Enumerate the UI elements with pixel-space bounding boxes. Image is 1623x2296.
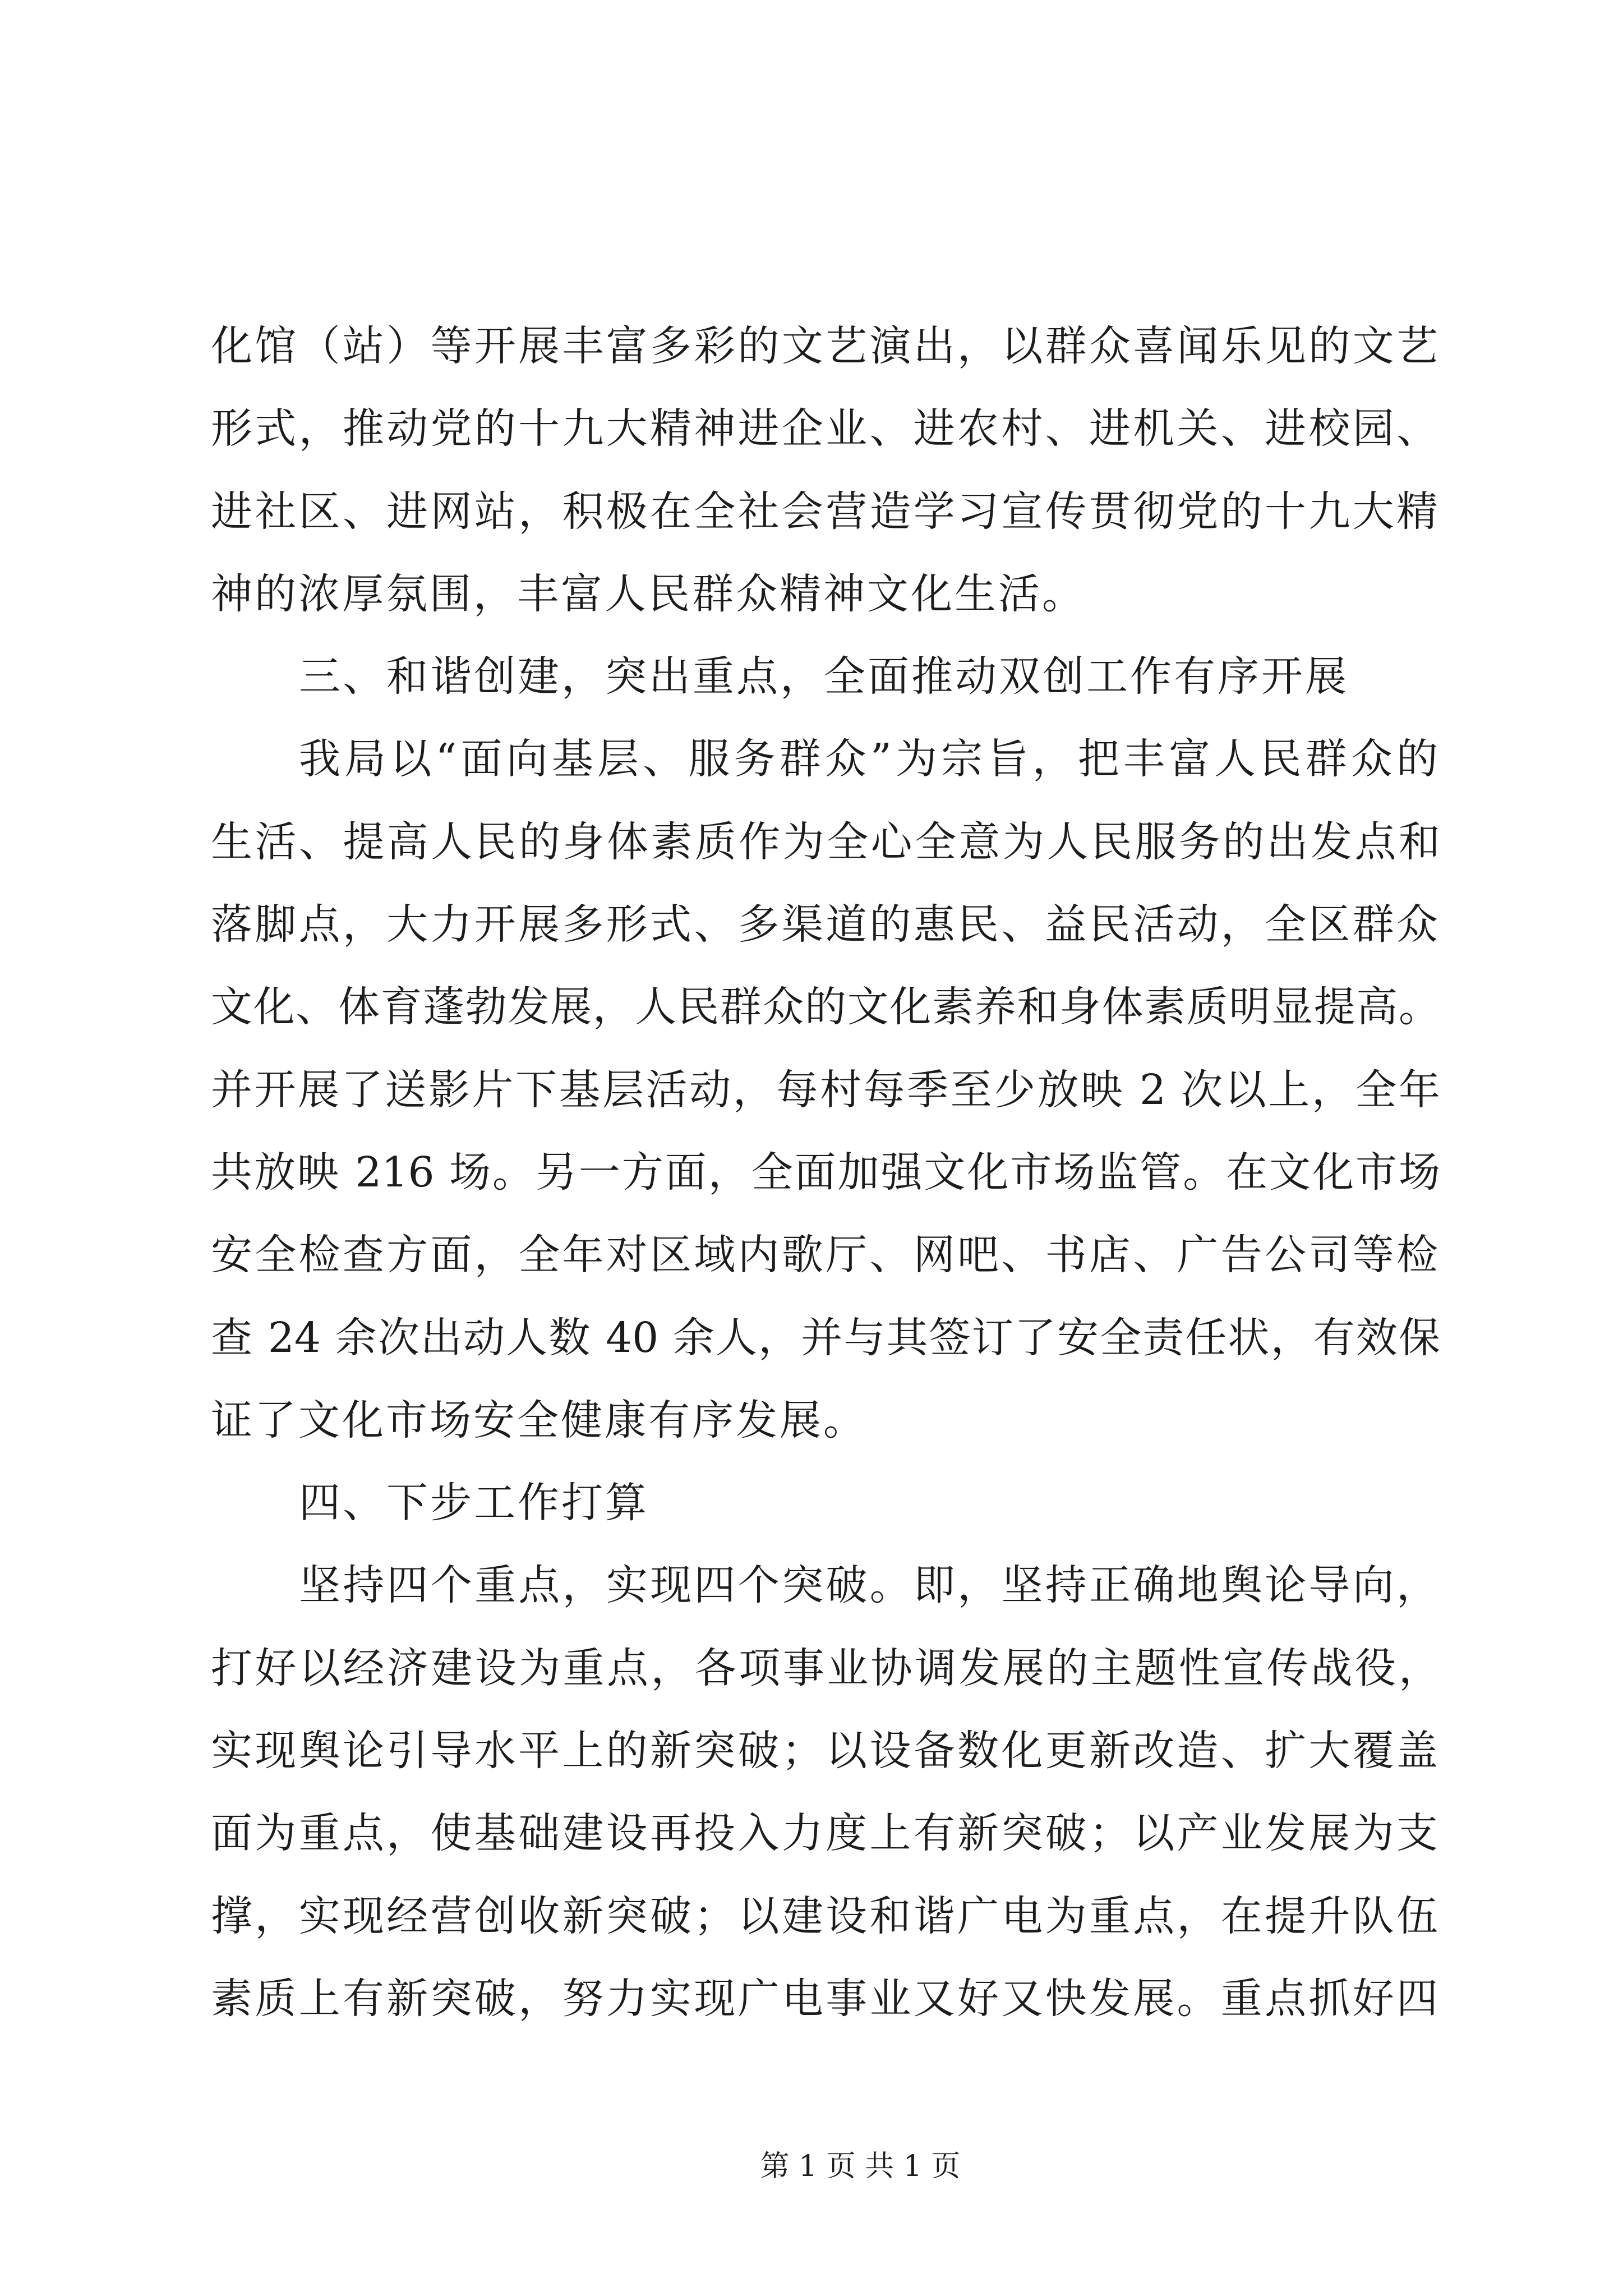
text-line: 实现舆论引导水平上的新突破；以设备数化更新改造、扩大覆盖 bbox=[211, 1727, 1440, 1775]
section-heading: 四、下步工作打算 bbox=[299, 1479, 649, 1527]
text-line: 进社区、进网站，积极在全社会营造学习宣传贯彻党的十九大精 bbox=[211, 487, 1440, 536]
text-line: 证了文化市场安全健康有序发展。 bbox=[211, 1396, 867, 1444]
text-line: 查 24 余次出动人数 40 余人，并与其签订了安全责任状，有效保 bbox=[211, 1313, 1440, 1362]
text-line: 生活、提高人民的身体素质作为全心全意为人民服务的出发点和 bbox=[211, 817, 1440, 866]
text-line: 文化、体育蓬勃发展，人民群众的文化素养和身体素质明显提高。 bbox=[211, 983, 1440, 1032]
text-line: 我局以“面向基层、服务群众”为宗旨，把丰富人民群众的 bbox=[299, 735, 1440, 784]
section-heading: 三、和谐创建，突出重点，全面推动双创工作有序开展 bbox=[299, 652, 1349, 701]
text-line: 面为重点，使基础建设再投入力度上有新突破；以产业发展为支 bbox=[211, 1809, 1440, 1858]
text-line: 坚持四个重点，实现四个突破。即，坚持正确地舆论导向， bbox=[299, 1561, 1440, 1610]
text-line: 安全检查方面，全年对区域内歌厅、网吧、书店、广告公司等检 bbox=[211, 1231, 1440, 1280]
text-line: 化馆（站）等开展丰富多彩的文艺演出，以群众喜闻乐见的文艺 bbox=[211, 322, 1440, 370]
text-line: 形式，推动党的十九大精神进企业、进农村、进机关、进校园、 bbox=[211, 404, 1440, 453]
text-line: 撑，实现经营创收新突破；以建设和谐广电为重点，在提升队伍 bbox=[211, 1892, 1440, 1940]
text-line: 素质上有新突破，努力实现广电事业又好又快发展。重点抓好四 bbox=[211, 1974, 1440, 2023]
page-footer: 第 1 页 共 1 页 bbox=[760, 2150, 961, 2183]
text-line: 共放映 216 场。另一方面，全面加强文化市场监管。在文化市场 bbox=[211, 1148, 1440, 1197]
text-line: 打好以经济建设为重点，各项事业协调发展的主题性宣传战役， bbox=[211, 1644, 1440, 1692]
text-line: 落脚点，大力开展多形式、多渠道的惠民、益民活动，全区群众 bbox=[211, 900, 1440, 949]
text-line: 并开展了送影片下基层活动，每村每季至少放映 2 次以上，全年 bbox=[211, 1065, 1440, 1114]
text-line: 神的浓厚氛围，丰富人民群众精神文化生活。 bbox=[211, 569, 1086, 618]
document-body bbox=[211, 305, 1440, 2040]
